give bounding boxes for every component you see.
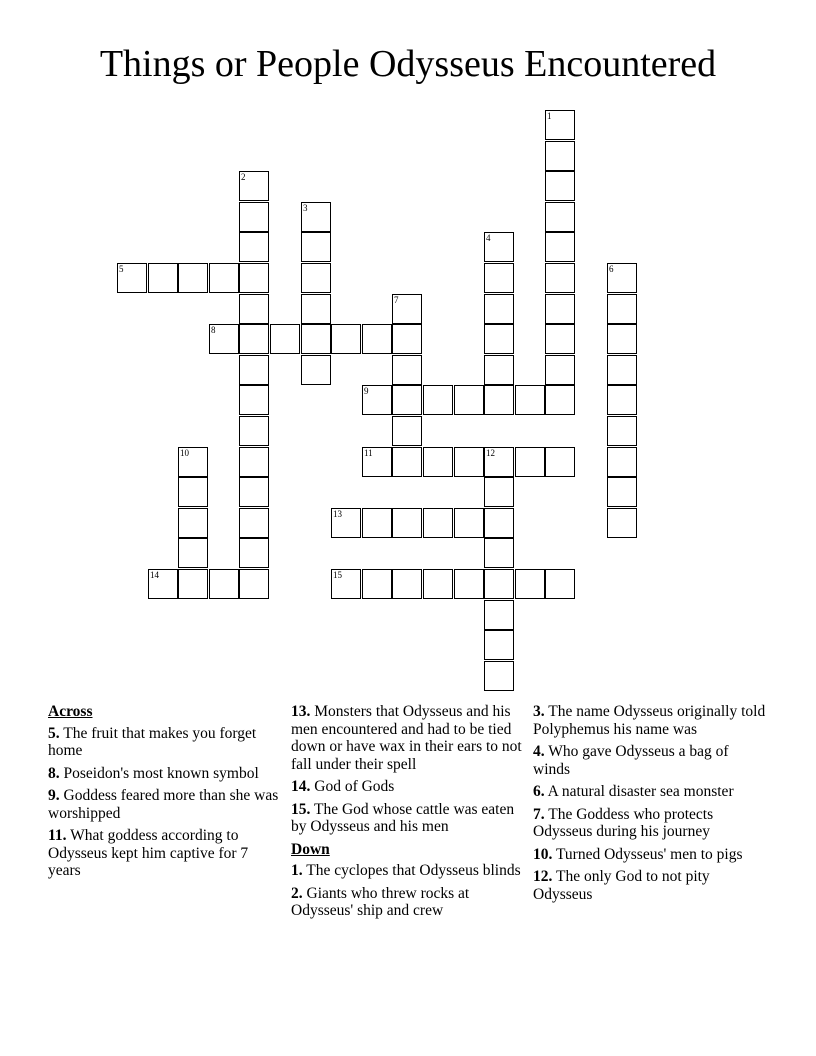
grid-cell[interactable] xyxy=(423,569,453,599)
grid-cell[interactable] xyxy=(545,171,575,201)
grid-cell[interactable] xyxy=(239,416,269,446)
clue-across-8: 8. Poseidon's most known symbol xyxy=(48,764,259,782)
clue-number: 8 xyxy=(211,325,216,335)
down-heading: Down xyxy=(291,840,330,858)
grid-cell[interactable] xyxy=(392,569,422,599)
grid-cell[interactable] xyxy=(331,324,361,354)
clue-across-13: 13. Monsters that Odysseus and his men encountered and had to be tied down or have wax in their ears to not fall under their spell xyxy=(291,703,522,773)
clue-number: 3 xyxy=(303,203,308,213)
grid-cell[interactable] xyxy=(301,324,331,354)
grid-cell[interactable] xyxy=(545,232,575,262)
grid-cell[interactable] xyxy=(607,324,637,354)
grid-cell[interactable] xyxy=(178,538,208,568)
clue-down-10: 10. Turned Odysseus' men to pigs xyxy=(533,845,743,863)
grid-cell[interactable] xyxy=(392,508,422,538)
grid-cell-5[interactable] xyxy=(117,263,147,293)
grid-cell-7[interactable] xyxy=(392,294,422,324)
grid-cell[interactable] xyxy=(392,416,422,446)
clue-number: 14 xyxy=(150,570,159,580)
grid-cell[interactable] xyxy=(301,232,331,262)
grid-cell-15[interactable] xyxy=(331,569,361,599)
grid-cell[interactable] xyxy=(607,508,637,538)
grid-cell-1[interactable] xyxy=(545,110,575,140)
grid-cell[interactable] xyxy=(454,385,484,415)
grid-cell[interactable] xyxy=(545,263,575,293)
grid-cell[interactable] xyxy=(239,355,269,385)
grid-cell-9[interactable] xyxy=(362,385,392,415)
grid-cell[interactable] xyxy=(607,294,637,324)
grid-cell[interactable] xyxy=(392,324,422,354)
grid-cell[interactable] xyxy=(392,355,422,385)
clue-number: 12 xyxy=(486,448,495,458)
grid-cell[interactable] xyxy=(484,538,514,568)
grid-cell-4[interactable] xyxy=(484,232,514,262)
clue-number: 13 xyxy=(333,509,342,519)
grid-cell[interactable] xyxy=(545,141,575,171)
grid-cell-13[interactable] xyxy=(331,508,361,538)
grid-cell[interactable] xyxy=(239,447,269,477)
grid-cell[interactable] xyxy=(239,324,269,354)
clue-number: 7 xyxy=(394,295,399,305)
clue-number: 15 xyxy=(333,570,342,580)
grid-cell[interactable] xyxy=(607,385,637,415)
grid-cell-14[interactable] xyxy=(148,569,178,599)
clue-across-9: 9. Goddess feared more than she was worshipped xyxy=(48,787,279,822)
clue-across-15: 15. The God whose cattle was eaten by Odysseus and his men xyxy=(291,800,515,835)
clue-number: 9 xyxy=(364,386,369,396)
grid-cell[interactable] xyxy=(545,202,575,232)
grid-cell-8[interactable] xyxy=(209,324,239,354)
clue-number: 11 xyxy=(364,448,373,458)
grid-cell[interactable] xyxy=(545,355,575,385)
clue-across-5: 5. The fruit that makes you forget home xyxy=(48,724,257,759)
grid-cell[interactable] xyxy=(239,477,269,507)
grid-cell[interactable] xyxy=(148,263,178,293)
grid-cell-6[interactable] xyxy=(607,263,637,293)
grid-cell-12[interactable] xyxy=(484,447,514,477)
grid-cell[interactable] xyxy=(301,294,331,324)
grid-cell[interactable] xyxy=(484,355,514,385)
grid-cell[interactable] xyxy=(301,355,331,385)
grid-cell[interactable] xyxy=(545,324,575,354)
clue-column-1 xyxy=(48,703,284,885)
grid-cell[interactable] xyxy=(209,569,239,599)
clue-down-6: 6. A natural disaster sea monster xyxy=(533,783,734,800)
grid-cell-3[interactable] xyxy=(301,202,331,232)
grid-cell[interactable] xyxy=(178,477,208,507)
grid-cell[interactable] xyxy=(484,324,514,354)
clue-down-1: 1. The cyclopes that Odysseus blinds xyxy=(291,862,521,879)
grid-cell[interactable] xyxy=(239,385,269,415)
grid-cell[interactable] xyxy=(607,355,637,385)
grid-cell[interactable] xyxy=(239,294,269,324)
clue-down-7: 7. The Goddess who protects Odysseus during his journey xyxy=(533,805,714,840)
grid-cell[interactable] xyxy=(484,661,514,691)
grid-cell[interactable] xyxy=(362,508,392,538)
grid-cell[interactable] xyxy=(484,263,514,293)
grid-cell[interactable] xyxy=(209,263,239,293)
grid-cell-11[interactable] xyxy=(362,447,392,477)
clue-number: 6 xyxy=(609,264,614,274)
clue-across-14: 14. God of Gods xyxy=(291,778,395,795)
clue-column-2 xyxy=(291,703,527,925)
clue-number: 4 xyxy=(486,233,491,243)
grid-cell[interactable] xyxy=(515,385,545,415)
puzzle-title: Things or People Odysseus Encountered xyxy=(99,43,717,85)
grid-cell[interactable] xyxy=(484,600,514,630)
grid-cell[interactable] xyxy=(239,569,269,599)
grid-cell[interactable] xyxy=(423,508,453,538)
clue-number: 10 xyxy=(180,448,189,458)
grid-cell[interactable] xyxy=(239,202,269,232)
grid-cell[interactable] xyxy=(392,385,422,415)
grid-cell[interactable] xyxy=(607,477,637,507)
grid-cell[interactable] xyxy=(178,263,208,293)
grid-cell[interactable] xyxy=(362,569,392,599)
grid-cell[interactable] xyxy=(484,385,514,415)
grid-cell[interactable] xyxy=(239,508,269,538)
grid-cell[interactable] xyxy=(484,294,514,324)
clue-across-11: 11. What goddess according to Odysseus kept him captive for 7 years xyxy=(48,827,249,879)
clue-number: 1 xyxy=(547,111,552,121)
grid-cell[interactable] xyxy=(423,385,453,415)
grid-cell[interactable] xyxy=(484,508,514,538)
grid-cell[interactable] xyxy=(484,477,514,507)
grid-cell[interactable] xyxy=(362,324,392,354)
grid-cell[interactable] xyxy=(545,447,575,477)
clue-down-12: 12. The only God to not pity Odysseus xyxy=(533,868,710,903)
grid-cell[interactable] xyxy=(545,569,575,599)
clue-down-4: 4. Who gave Odysseus a bag of winds xyxy=(533,743,729,778)
grid-cell[interactable] xyxy=(607,447,637,477)
grid-cell[interactable] xyxy=(484,630,514,660)
clue-number: 2 xyxy=(241,172,246,182)
grid-cell-2[interactable] xyxy=(239,171,269,201)
grid-cell[interactable] xyxy=(454,508,484,538)
clue-down-2: 2. Giants who threw rocks at Odysseus' ship and crew xyxy=(291,884,470,919)
grid-cell-10[interactable] xyxy=(178,447,208,477)
grid-cell[interactable] xyxy=(270,324,300,354)
grid-cell[interactable] xyxy=(178,508,208,538)
grid-cell[interactable] xyxy=(239,538,269,568)
grid-cell[interactable] xyxy=(239,232,269,262)
clue-number: 5 xyxy=(119,264,124,274)
grid-cell[interactable] xyxy=(484,569,514,599)
grid-cell[interactable] xyxy=(454,447,484,477)
grid-cell[interactable] xyxy=(239,263,269,293)
grid-cell[interactable] xyxy=(607,416,637,446)
clue-column-3 xyxy=(533,703,769,908)
clue-down-3: 3. The name Odysseus originally told Polyphemus his name was xyxy=(533,703,766,738)
grid-cell[interactable] xyxy=(515,569,545,599)
grid-cell[interactable] xyxy=(423,447,453,477)
grid-cell[interactable] xyxy=(301,263,331,293)
grid-cell[interactable] xyxy=(392,447,422,477)
grid-cell[interactable] xyxy=(178,569,208,599)
grid-cell[interactable] xyxy=(515,447,545,477)
grid-cell[interactable] xyxy=(545,385,575,415)
grid-cell[interactable] xyxy=(545,294,575,324)
grid-cell[interactable] xyxy=(454,569,484,599)
across-heading: Across xyxy=(48,703,93,720)
